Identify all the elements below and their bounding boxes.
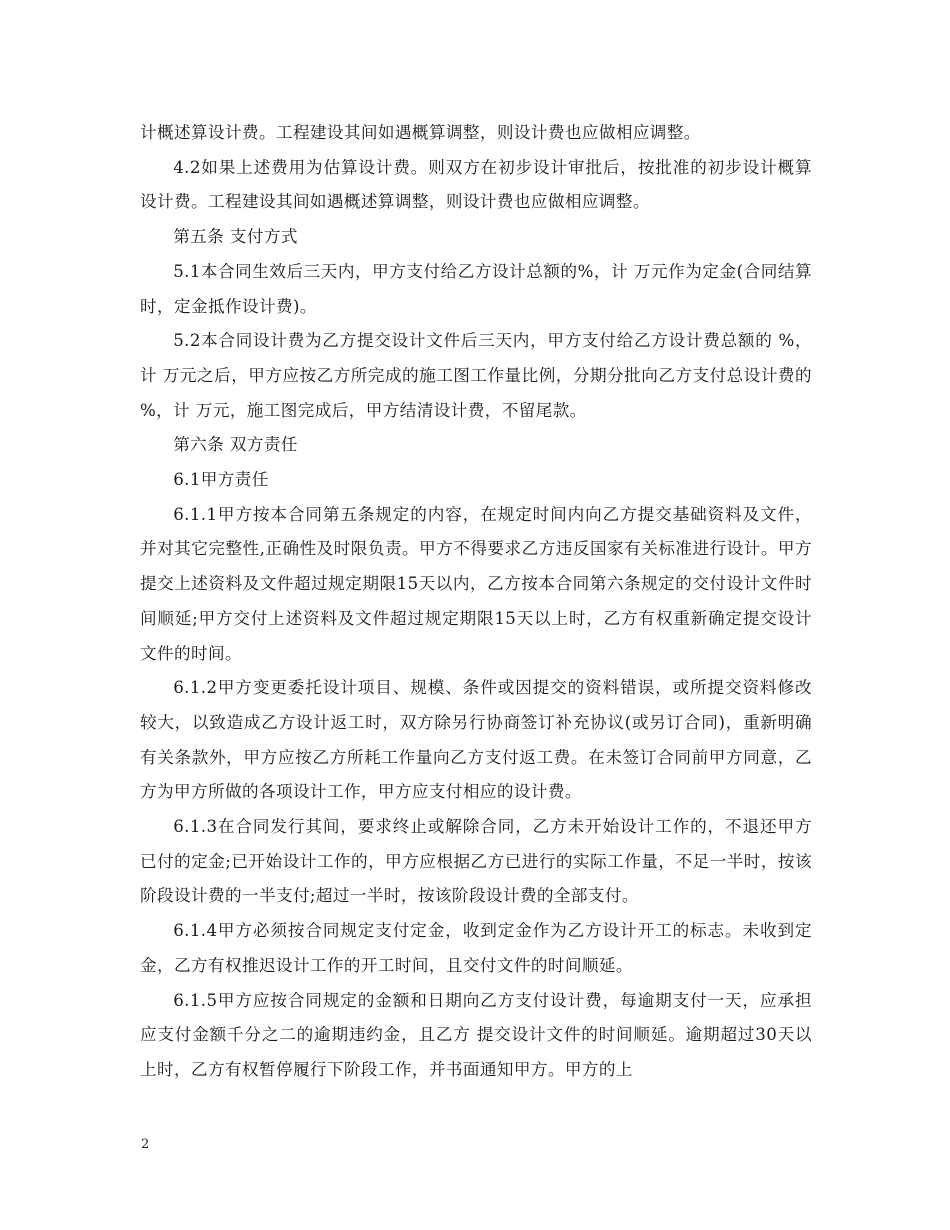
paragraph-clause-6-1-1: 6.1.1甲方按本合同第五条规定的内容，在规定时间内向乙方提交基础资料及文件，并对其它完整性,正确性及时限负责。甲方不得要求乙方违反国家有关标准进行设计。甲方提交上述资料及文件超过规定期限15天以内，乙方按本合同第六条规定的交付设计文件时间顺延;甲方交付上述资料及文件超过规定期限15天以上时，乙方有权重新确定提交设计文件的时间。: [140, 504, 812, 663]
document-body: [140, 116, 812, 1088]
page-number: 2: [141, 1137, 150, 1152]
heading-clause-6-1: 6.1甲方责任: [173, 470, 269, 490]
paragraph-clause-6-1-2: 6.1.2甲方变更委托设计项目、规模、条件或因提交的资料错误，或所提交资料修改较大，以致造成乙方设计返工时，双方除另行协商签订补充协议(或另订合同)，重新明确有关条款外，甲方应按乙方所耗工作量向乙方支付返工费。在未签订合同前甲方同意，乙方为甲方所做的各项设计工作，甲方应支付相应的设计费。: [140, 678, 812, 802]
paragraph-clause-5-2: 5.2本合同设计费为乙方提交设计文件后三天内，甲方支付给乙方设计费总额的 %，计 万元之后，甲方应按乙方所完成的施工图工作量比例，分期分批向乙方支付总设计费的 %，计 万元，施工图完成后，甲方结清设计费，不留尾款。: [140, 331, 812, 420]
paragraph-clause-6-1-3: 6.1.3在合同发行其间，要求终止或解除合同，乙方未开始设计工作的，不退还甲方已付的定金;已开始设计工作的，甲方应根据乙方已进行的实际工作量，不足一半时，按该阶段设计费的一半支付;超过一半时，按该阶段设计费的全部支付。: [140, 817, 812, 906]
paragraph-clause-4-2: 4.2如果上述费用为估算设计费。则双方在初步设计审批后，按批准的初步设计概算设计费。工程建设其间如遇概述算调整，则设计费也应做相应调整。: [140, 157, 812, 212]
paragraph-clause-5-1: 5.1本合同生效后三天内，甲方支付给乙方设计总额的%，计 万元作为定金(合同结算时，定金抵作设计费)。: [140, 261, 812, 316]
paragraph-continuation: 计概述算设计费。工程建设其间如遇概算调整，则设计费也应做相应调整。: [140, 123, 701, 142]
paragraph-clause-6-1-4: 6.1.4甲方必须按合同规定支付定金，收到定金作为乙方设计开工的标志。未收到定金，乙方有权推迟设计工作的开工时间，且交付文件的时间顺延。: [140, 921, 812, 975]
paragraph-clause-6-1-5: 6.1.5甲方应按合同规定的金额和日期向乙方支付设计费，每逾期支付一天，应承担应支付金额千分之二的逾期违约金，且乙方 提交设计文件的时间顺延。逾期超过30天以上时，乙方有权暂停履行下阶段工作，并书面通知甲方。甲方的上: [140, 990, 812, 1079]
heading-article-5: 第五条 支付方式: [173, 227, 298, 247]
heading-article-6: 第六条 双方责任: [173, 435, 298, 455]
